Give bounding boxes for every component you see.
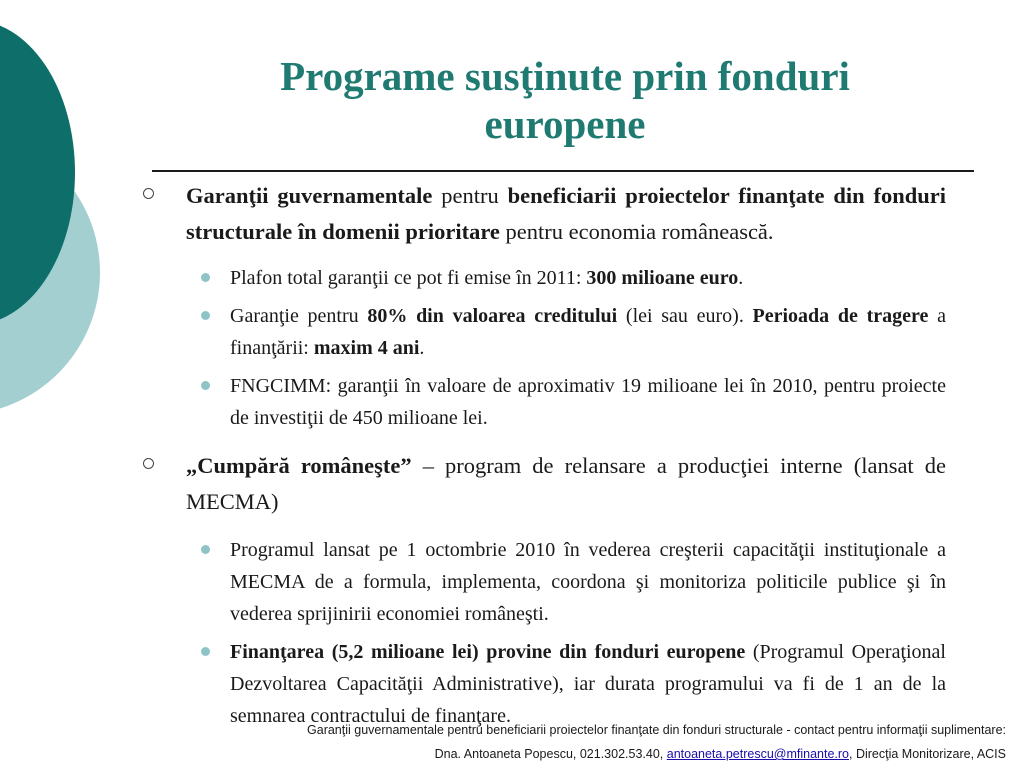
subbullet-text-bold: 300 milioane euro (586, 267, 739, 289)
subbullet-text: Plafon total garanţii ce pot fi emise în 2011: (230, 267, 587, 289)
subbullet-programul (140, 534, 946, 630)
title-divider (152, 170, 974, 172)
dot-bullet-icon (201, 273, 210, 282)
footer-contact-line: Garanţii guvernamentale pentru beneficiarii proiectelor finanţate din fonduri structurale - contact pentru informaţii suplimentare: (307, 723, 1006, 737)
bullet-text-bold: beneficiarii proiectelor finanţate din fonduri structurale în domenii prioritare (186, 183, 947, 244)
subbullet-text: . (419, 337, 425, 359)
hollow-bullet-icon (143, 458, 154, 469)
bullet-text-bold: „Cumpără româneşte” (186, 453, 412, 478)
footer-email-link[interactable]: antoaneta.petrescu@mfinante.ro (666, 747, 849, 761)
subbullet-text-bold: 80% din valoarea creditului (367, 305, 618, 327)
bullet-text: pentru (432, 183, 508, 208)
footer-contact-details (435, 747, 1006, 761)
subbullet-text-bold: Perioada de tragere (752, 305, 929, 327)
subbullet-text: (lei sau euro). (617, 305, 753, 327)
footer-department: , Direcţia Monitorizare, ACIS (849, 747, 1006, 761)
subbullet-text-bold: Finanţarea (5,2 milioane lei) provine din fonduri europene (230, 641, 746, 663)
dot-bullet-icon (201, 647, 210, 656)
slide-title (150, 52, 980, 148)
slide-title-line2: europene (484, 101, 646, 147)
subbullet-garantie (140, 300, 946, 364)
subbullet-text: . (738, 267, 744, 289)
bullet-text: pentru economia românească. (499, 219, 774, 244)
subbullet-text: Garanţie pentru (230, 305, 368, 327)
hollow-bullet-icon (143, 188, 154, 199)
bullet-text: – program de relansare a producţiei interne (lansat de MECMA) (186, 453, 946, 514)
bullet-text-bold: Garanţii guvernamentale (186, 183, 433, 208)
dot-bullet-icon (201, 311, 210, 320)
subbullet-text: (Programul Operaţional Dezvoltarea Capacităţii Administrative), iar durata programului va fi de 1 an de la semnarea contractului de finanţare. (230, 641, 946, 727)
subbullet-plafon (140, 262, 946, 294)
subbullet-text: FNGCIMM: garanţii în valoare de aproximativ 19 milioane lei în 2010, pentru proiecte de investiţii de 450 milioane lei. (230, 375, 946, 429)
dot-bullet-icon (201, 545, 210, 554)
subbullet-fngcimm (140, 370, 946, 434)
dot-bullet-icon (201, 381, 210, 390)
footer-contact-person: Dna. Antoaneta Popescu, 021.302.53.40, (434, 747, 667, 761)
subbullet-finantarea (140, 636, 946, 732)
slide-title-line1: Programe susţinute prin fonduri (280, 53, 850, 99)
bullet-cumpara-romaneste (140, 448, 946, 520)
subbullet-text: a finanţării: (230, 305, 946, 359)
subbullet-text-bold: maxim 4 ani (313, 337, 420, 359)
bullet-garantii (140, 178, 946, 250)
subbullet-text: Programul lansat pe 1 octombrie 2010 în vederea creşterii capacităţii instituţionale a MECMA de a formula, implementa, coordona şi monitoriza politicile publice şi în vederea sprijinirii economiei româneşti. (230, 539, 946, 625)
slide-content (140, 178, 946, 732)
